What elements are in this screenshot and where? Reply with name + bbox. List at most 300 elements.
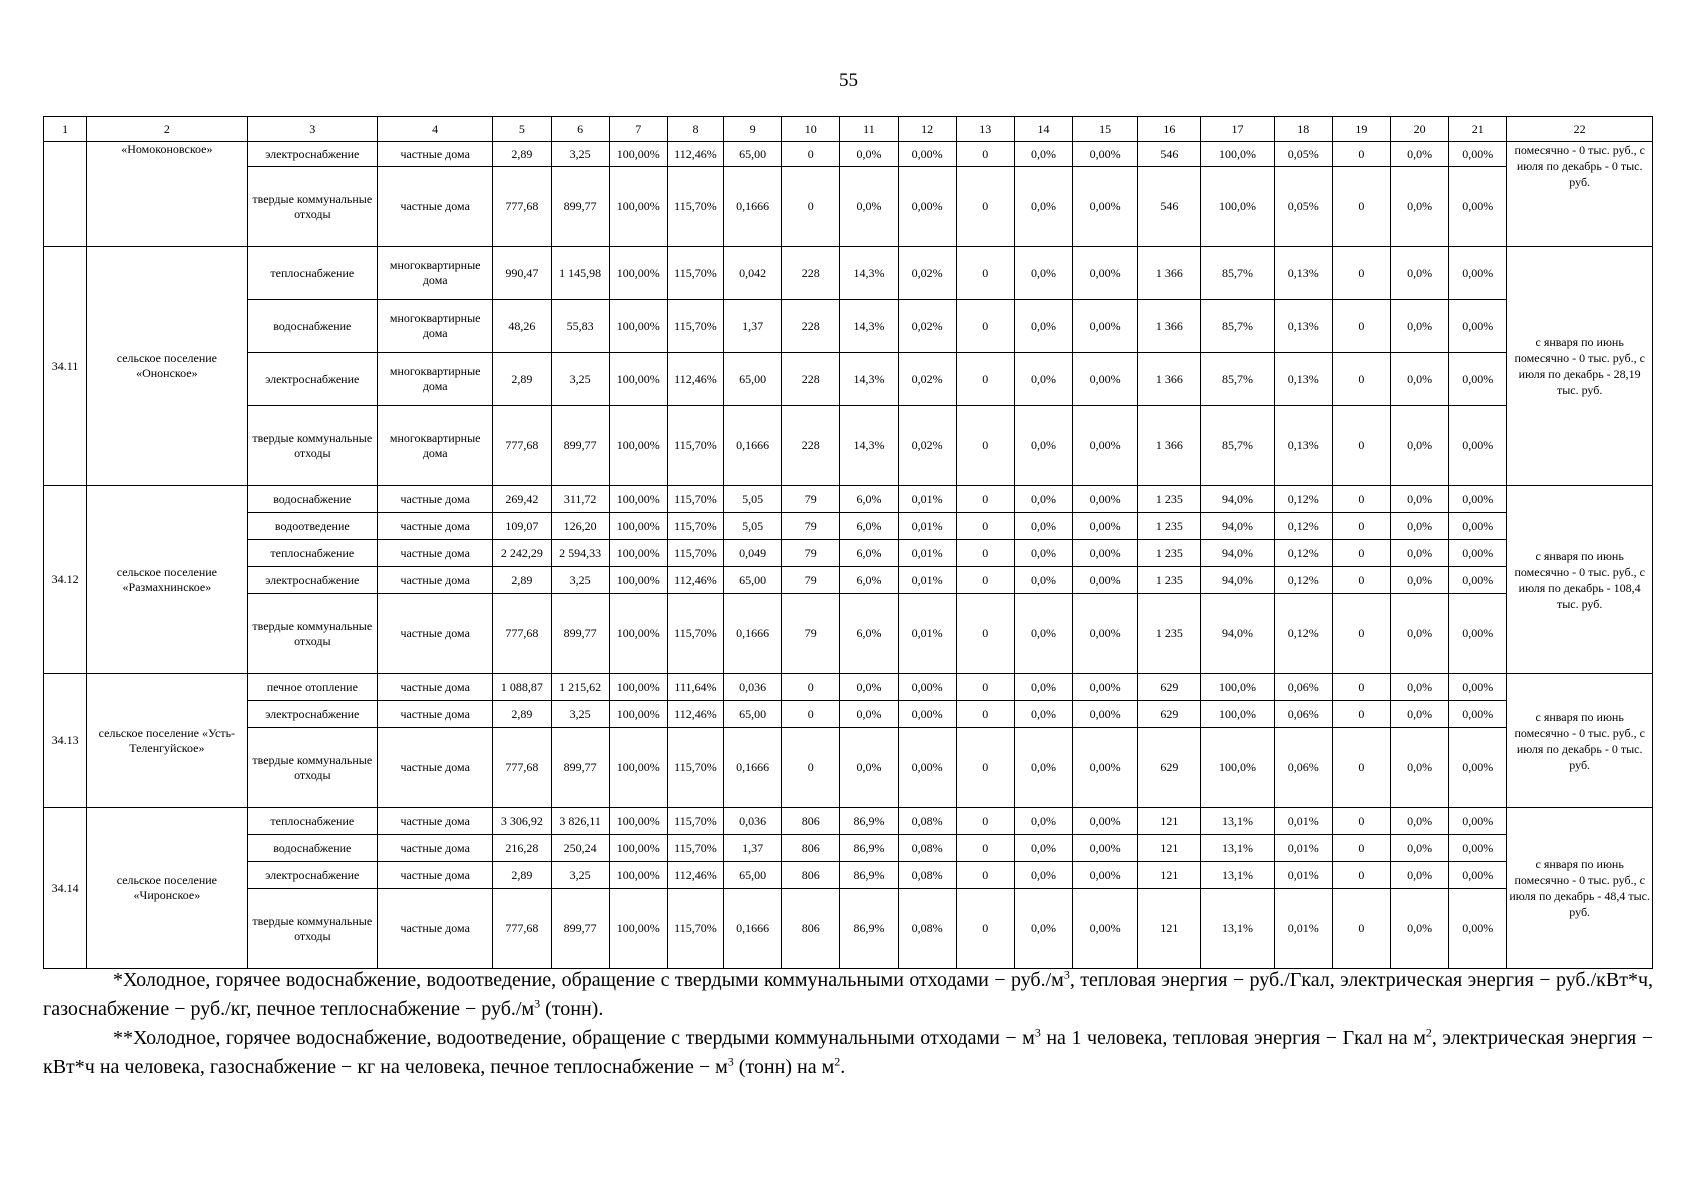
superscript: 3 [727, 1054, 734, 1069]
value-cell: 0,0% [1014, 728, 1072, 808]
value-cell: 94,0% [1201, 567, 1274, 594]
value-cell: 0 [956, 889, 1014, 969]
value-cell: 0,08% [898, 889, 956, 969]
value-cell: 5,05 [724, 486, 782, 513]
value-cell: 0,06% [1274, 674, 1332, 701]
value-cell: 100,00% [609, 247, 667, 300]
value-cell: 0 [1332, 142, 1390, 167]
superscript: 3 [1034, 1025, 1041, 1040]
value-cell: 899,77 [551, 594, 609, 674]
service-cell: водоснабжение [247, 486, 377, 513]
table-row [44, 300, 1653, 353]
value-cell: 0,1666 [724, 728, 782, 808]
value-cell: 0 [956, 406, 1014, 486]
table-row [44, 567, 1653, 594]
value-cell: 0,00% [1449, 567, 1507, 594]
value-cell: 0,0% [1391, 728, 1449, 808]
value-cell: 0,0% [1014, 567, 1072, 594]
value-cell: 65,00 [724, 142, 782, 167]
value-cell: 79 [782, 540, 840, 567]
value-cell: 0 [782, 167, 840, 247]
value-cell: 0,00% [1449, 142, 1507, 167]
value-cell: 2,89 [493, 353, 551, 406]
value-cell: 228 [782, 406, 840, 486]
value-cell: 0,06% [1274, 701, 1332, 728]
value-cell: 629 [1138, 701, 1201, 728]
value-cell: 0 [956, 513, 1014, 540]
footnote-2 [43, 1024, 1653, 1082]
value-cell: 0,13% [1274, 300, 1332, 353]
value-cell: 0,02% [898, 300, 956, 353]
housing-type-cell: частные дома [378, 674, 493, 701]
value-cell: 0,0% [1391, 835, 1449, 862]
value-cell: 629 [1138, 674, 1201, 701]
value-cell: 85,7% [1201, 300, 1274, 353]
row-number-cell: 34.13 [44, 674, 87, 808]
value-cell: 94,0% [1201, 513, 1274, 540]
value-cell: 14,3% [840, 300, 898, 353]
value-cell: 0,0% [1391, 353, 1449, 406]
table-row [44, 247, 1653, 300]
value-cell: 126,20 [551, 513, 609, 540]
value-cell: 0,0% [1391, 862, 1449, 889]
value-cell: 0,01% [1274, 889, 1332, 969]
footnote-1-part: (тонн). [540, 998, 604, 1020]
value-cell: 0 [782, 701, 840, 728]
value-cell: 0,00% [1073, 513, 1138, 540]
value-cell: 777,68 [493, 406, 551, 486]
value-cell: 0 [956, 835, 1014, 862]
value-cell: 0,00% [898, 674, 956, 701]
value-cell: 115,70% [667, 406, 723, 486]
value-cell: 2 242,29 [493, 540, 551, 567]
housing-type-cell: частные дома [378, 513, 493, 540]
value-cell: 0,0% [1014, 862, 1072, 889]
value-cell: 1 235 [1138, 594, 1201, 674]
value-cell: 228 [782, 247, 840, 300]
service-cell: твердые коммунальные отходы [247, 406, 377, 486]
value-cell: 3,25 [551, 142, 609, 167]
value-cell: 112,46% [667, 701, 723, 728]
value-cell: 6,0% [840, 513, 898, 540]
superscript: 3 [534, 996, 541, 1011]
value-cell: 115,70% [667, 889, 723, 969]
housing-type-cell: частные дома [378, 701, 493, 728]
value-cell: 0,0% [1014, 701, 1072, 728]
value-cell: 0,00% [1449, 701, 1507, 728]
value-cell: 0,01% [1274, 862, 1332, 889]
value-cell: 100,0% [1201, 728, 1274, 808]
value-cell: 0,00% [1073, 808, 1138, 835]
table-row [44, 862, 1653, 889]
value-cell: 0,12% [1274, 594, 1332, 674]
service-cell: теплоснабжение [247, 247, 377, 300]
tariff-table [43, 116, 1653, 969]
header-cell: 16 [1138, 117, 1201, 142]
value-cell: 115,70% [667, 167, 723, 247]
value-cell: 0,0% [1014, 486, 1072, 513]
value-cell: 100,00% [609, 353, 667, 406]
value-cell: 100,00% [609, 808, 667, 835]
value-cell: 0,00% [1073, 353, 1138, 406]
row-number-cell [44, 142, 87, 247]
value-cell: 0,049 [724, 540, 782, 567]
value-cell: 228 [782, 353, 840, 406]
value-cell: 13,1% [1201, 889, 1274, 969]
value-cell: 112,46% [667, 567, 723, 594]
value-cell: 100,00% [609, 513, 667, 540]
header-cell: 14 [1014, 117, 1072, 142]
superscript: 2 [1425, 1025, 1432, 1040]
header-cell: 15 [1073, 117, 1138, 142]
footnote-2-part: , электрическая энергия − кВт*ч на человека, газоснабжение − кг на человека, печное теплоснабжение − м [43, 1027, 1653, 1078]
value-cell: 0,036 [724, 674, 782, 701]
settlement-name-cell: сельское поселение «Ононское» [87, 247, 247, 486]
value-cell: 0 [956, 674, 1014, 701]
value-cell: 0,0% [1391, 594, 1449, 674]
value-cell: 0 [1332, 513, 1390, 540]
value-cell: 1,37 [724, 300, 782, 353]
value-cell: 0,0% [840, 728, 898, 808]
value-cell: 0,13% [1274, 406, 1332, 486]
value-cell: 0,02% [898, 247, 956, 300]
value-cell: 546 [1138, 142, 1201, 167]
value-cell: 0 [1332, 567, 1390, 594]
value-cell: 86,9% [840, 889, 898, 969]
value-cell: 121 [1138, 835, 1201, 862]
value-cell: 0 [1332, 486, 1390, 513]
payment-note-cell: с января по июнь помесячно - 0 тыс. руб., с июля по декабрь - 0 тыс. руб. [1507, 674, 1653, 808]
value-cell: 0 [1332, 540, 1390, 567]
value-cell: 115,70% [667, 486, 723, 513]
value-cell: 112,46% [667, 353, 723, 406]
value-cell: 0,042 [724, 247, 782, 300]
value-cell: 0 [1332, 353, 1390, 406]
superscript: 3 [1063, 967, 1070, 982]
value-cell: 109,07 [493, 513, 551, 540]
service-cell: твердые коммунальные отходы [247, 167, 377, 247]
value-cell: 100,00% [609, 889, 667, 969]
footnote-2-part: **Холодное, горячее водоснабжение, водоотведение, обращение с твердыми коммунальными отходами − м [113, 1027, 1035, 1049]
housing-type-cell: частные дома [378, 567, 493, 594]
header-cell: 12 [898, 117, 956, 142]
value-cell: 0,00% [1073, 406, 1138, 486]
value-cell: 806 [782, 835, 840, 862]
value-cell: 3,25 [551, 567, 609, 594]
value-cell: 2,89 [493, 701, 551, 728]
footnote-1-part: *Холодное, горячее водоснабжение, водоотведение, обращение с твердыми коммунальными отходами − руб./м [113, 969, 1064, 991]
value-cell: 0 [1332, 594, 1390, 674]
value-cell: 0,0% [1014, 513, 1072, 540]
value-cell: 0,13% [1274, 247, 1332, 300]
value-cell: 0,00% [1449, 486, 1507, 513]
value-cell: 0 [956, 486, 1014, 513]
value-cell: 0,01% [898, 513, 956, 540]
row-number-cell: 34.14 [44, 808, 87, 969]
value-cell: 899,77 [551, 406, 609, 486]
value-cell: 0 [1332, 835, 1390, 862]
row-number-cell: 34.12 [44, 486, 87, 674]
header-cell: 1 [44, 117, 87, 142]
page-number: 55 [839, 70, 858, 91]
value-cell: 0,0% [1391, 406, 1449, 486]
value-cell: 0,1666 [724, 594, 782, 674]
value-cell: 1 235 [1138, 567, 1201, 594]
value-cell: 806 [782, 889, 840, 969]
value-cell: 94,0% [1201, 540, 1274, 567]
value-cell: 0 [956, 353, 1014, 406]
value-cell: 0,05% [1274, 142, 1332, 167]
payment-note-cell: с января по июнь помесячно - 0 тыс. руб., с июля по декабрь - 48,4 тыс. руб. [1507, 808, 1653, 969]
value-cell: 0,02% [898, 406, 956, 486]
value-cell: 0,00% [1073, 486, 1138, 513]
value-cell: 6,0% [840, 486, 898, 513]
value-cell: 777,68 [493, 594, 551, 674]
value-cell: 0,00% [1073, 142, 1138, 167]
header-cell: 9 [724, 117, 782, 142]
value-cell: 1 235 [1138, 513, 1201, 540]
table-row [44, 486, 1653, 513]
value-cell: 13,1% [1201, 808, 1274, 835]
value-cell: 0,0% [1391, 808, 1449, 835]
table-row [44, 728, 1653, 808]
housing-type-cell: частные дома [378, 540, 493, 567]
value-cell: 0,0% [1014, 167, 1072, 247]
value-cell: 0 [1332, 674, 1390, 701]
value-cell: 2,89 [493, 142, 551, 167]
value-cell: 14,3% [840, 247, 898, 300]
header-cell: 6 [551, 117, 609, 142]
value-cell: 100,00% [609, 406, 667, 486]
value-cell: 100,00% [609, 594, 667, 674]
value-cell: 777,68 [493, 889, 551, 969]
value-cell: 1,37 [724, 835, 782, 862]
value-cell: 100,00% [609, 835, 667, 862]
superscript: 2 [834, 1054, 841, 1069]
value-cell: 100,00% [609, 728, 667, 808]
value-cell: 2,89 [493, 567, 551, 594]
value-cell: 250,24 [551, 835, 609, 862]
value-cell: 100,00% [609, 142, 667, 167]
header-cell: 11 [840, 117, 898, 142]
value-cell: 0,0% [840, 142, 898, 167]
value-cell: 0,01% [898, 486, 956, 513]
service-cell: электроснабжение [247, 567, 377, 594]
value-cell: 0 [1332, 889, 1390, 969]
value-cell: 0,00% [1073, 674, 1138, 701]
header-cell: 5 [493, 117, 551, 142]
value-cell: 65,00 [724, 567, 782, 594]
value-cell: 0,00% [1073, 300, 1138, 353]
value-cell: 100,0% [1201, 142, 1274, 167]
value-cell: 85,7% [1201, 247, 1274, 300]
value-cell: 14,3% [840, 353, 898, 406]
table-row [44, 674, 1653, 701]
value-cell: 216,28 [493, 835, 551, 862]
value-cell: 100,00% [609, 540, 667, 567]
value-cell: 100,00% [609, 862, 667, 889]
value-cell: 0,00% [1073, 567, 1138, 594]
value-cell: 94,0% [1201, 486, 1274, 513]
value-cell: 0,00% [1449, 862, 1507, 889]
value-cell: 65,00 [724, 862, 782, 889]
value-cell: 1 235 [1138, 486, 1201, 513]
value-cell: 0,12% [1274, 540, 1332, 567]
value-cell: 0,0% [1391, 300, 1449, 353]
value-cell: 629 [1138, 728, 1201, 808]
value-cell: 115,70% [667, 300, 723, 353]
value-cell: 0,05% [1274, 167, 1332, 247]
value-cell: 2 594,33 [551, 540, 609, 567]
value-cell: 115,70% [667, 835, 723, 862]
value-cell: 311,72 [551, 486, 609, 513]
housing-type-cell: частные дома [378, 594, 493, 674]
value-cell: 0,01% [1274, 835, 1332, 862]
value-cell: 0 [1332, 728, 1390, 808]
value-cell: 112,46% [667, 862, 723, 889]
value-cell: 0,00% [1449, 247, 1507, 300]
value-cell: 0,00% [1073, 862, 1138, 889]
value-cell: 990,47 [493, 247, 551, 300]
value-cell: 0 [782, 728, 840, 808]
value-cell: 6,0% [840, 540, 898, 567]
value-cell: 0,02% [898, 353, 956, 406]
value-cell: 100,0% [1201, 167, 1274, 247]
value-cell: 0,00% [1449, 406, 1507, 486]
header-cell: 7 [609, 117, 667, 142]
value-cell: 0,0% [840, 167, 898, 247]
table-row [44, 889, 1653, 969]
service-cell: твердые коммунальные отходы [247, 889, 377, 969]
value-cell: 0,01% [898, 594, 956, 674]
value-cell: 86,9% [840, 835, 898, 862]
value-cell: 1 366 [1138, 353, 1201, 406]
table-row [44, 167, 1653, 247]
footnote-2-part: (тонн) на м [733, 1056, 835, 1078]
value-cell: 0,12% [1274, 513, 1332, 540]
header-cell: 19 [1332, 117, 1390, 142]
value-cell: 899,77 [551, 167, 609, 247]
value-cell: 85,7% [1201, 353, 1274, 406]
footnote-2-part: на 1 человека, тепловая энергия − Гкал на м [1040, 1027, 1426, 1049]
value-cell: 546 [1138, 167, 1201, 247]
value-cell: 899,77 [551, 728, 609, 808]
value-cell: 0 [1332, 300, 1390, 353]
value-cell: 0,00% [1449, 674, 1507, 701]
value-cell: 777,68 [493, 728, 551, 808]
table-row [44, 701, 1653, 728]
value-cell: 112,46% [667, 142, 723, 167]
value-cell: 0,0% [1014, 247, 1072, 300]
value-cell: 100,00% [609, 701, 667, 728]
value-cell: 0,0% [1014, 406, 1072, 486]
housing-type-cell: частные дома [378, 862, 493, 889]
value-cell: 0,00% [1073, 889, 1138, 969]
footnote-2-part: . [840, 1056, 846, 1078]
value-cell: 0 [956, 594, 1014, 674]
value-cell: 0,0% [1391, 486, 1449, 513]
value-cell: 0,00% [1449, 835, 1507, 862]
value-cell: 100,00% [609, 486, 667, 513]
service-cell: электроснабжение [247, 701, 377, 728]
value-cell: 86,9% [840, 808, 898, 835]
value-cell: 0,00% [898, 701, 956, 728]
value-cell: 100,00% [609, 567, 667, 594]
header-cell: 8 [667, 117, 723, 142]
table-row [44, 808, 1653, 835]
value-cell: 0,0% [1391, 674, 1449, 701]
value-cell: 0,00% [1449, 889, 1507, 969]
value-cell: 3,25 [551, 701, 609, 728]
value-cell: 0 [956, 567, 1014, 594]
value-cell: 0,0% [1391, 167, 1449, 247]
service-cell: твердые коммунальные отходы [247, 594, 377, 674]
table-header-row [44, 117, 1653, 142]
value-cell: 0,0% [1391, 142, 1449, 167]
value-cell: 0,0% [1391, 567, 1449, 594]
value-cell: 115,70% [667, 247, 723, 300]
housing-type-cell: частные дома [378, 835, 493, 862]
housing-type-cell: многоквартирные дома [378, 406, 493, 486]
value-cell: 1 235 [1138, 540, 1201, 567]
value-cell: 100,00% [609, 300, 667, 353]
value-cell: 0 [956, 167, 1014, 247]
value-cell: 0,01% [1274, 808, 1332, 835]
value-cell: 1 366 [1138, 247, 1201, 300]
value-cell: 48,26 [493, 300, 551, 353]
value-cell: 0 [956, 701, 1014, 728]
housing-type-cell: частные дома [378, 889, 493, 969]
value-cell: 0 [956, 728, 1014, 808]
service-cell: теплоснабжение [247, 808, 377, 835]
row-number-cell: 34.11 [44, 247, 87, 486]
value-cell: 86,9% [840, 862, 898, 889]
value-cell: 0 [1332, 247, 1390, 300]
settlement-name-cell: сельское поселение «Усть-Теленгуйское» [87, 674, 247, 808]
header-cell: 2 [87, 117, 247, 142]
value-cell: 100,00% [609, 167, 667, 247]
value-cell: 0 [956, 142, 1014, 167]
settlement-name-cell: сельское поселение «Размахнинское» [87, 486, 247, 674]
header-cell: 10 [782, 117, 840, 142]
value-cell: 0,08% [898, 862, 956, 889]
value-cell: 111,64% [667, 674, 723, 701]
value-cell: 100,0% [1201, 701, 1274, 728]
header-cell: 17 [1201, 117, 1274, 142]
value-cell: 0,0% [840, 701, 898, 728]
value-cell: 0 [956, 247, 1014, 300]
value-cell: 0 [782, 142, 840, 167]
settlement-name-cell: сельское поселение «Чиронское» [87, 808, 247, 969]
value-cell: 14,3% [840, 406, 898, 486]
value-cell: 79 [782, 567, 840, 594]
value-cell: 0,0% [1391, 701, 1449, 728]
value-cell: 0 [956, 862, 1014, 889]
value-cell: 0,0% [1014, 353, 1072, 406]
value-cell: 777,68 [493, 167, 551, 247]
value-cell: 0,00% [1449, 300, 1507, 353]
housing-type-cell: частные дома [378, 486, 493, 513]
value-cell: 0,01% [898, 567, 956, 594]
service-cell: теплоснабжение [247, 540, 377, 567]
value-cell: 0,00% [1073, 247, 1138, 300]
service-cell: электроснабжение [247, 862, 377, 889]
value-cell: 3,25 [551, 353, 609, 406]
value-cell: 0,00% [898, 142, 956, 167]
housing-type-cell: частные дома [378, 808, 493, 835]
value-cell: 0,0% [1391, 247, 1449, 300]
value-cell: 0,00% [1073, 540, 1138, 567]
